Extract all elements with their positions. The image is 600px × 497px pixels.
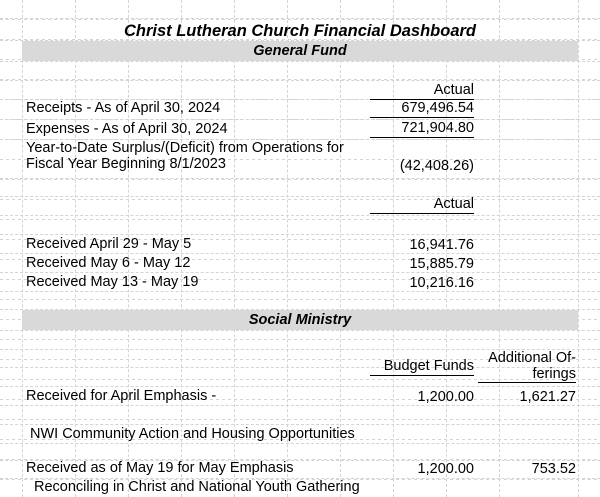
grid-column-line: [22, 0, 23, 497]
actual-header: Actual: [370, 195, 474, 214]
additional-offerings-header-line2: ferings: [478, 366, 576, 383]
grid-row-line: [0, 234, 600, 235]
grid-row-line: [0, 386, 600, 387]
may-additional-value: 753.52: [531, 461, 576, 477]
general-fund-heading: General Fund: [22, 41, 578, 61]
may-emphasis-label: Received as of May 19 for May Emphasis: [26, 460, 294, 476]
grid-row-line: [0, 272, 600, 273]
weekly-value: 10,216.16: [409, 275, 474, 291]
weekly-label: Received April 29 - May 5: [26, 236, 192, 252]
may-budget-value: 1,200.00: [417, 461, 474, 477]
grid-column-line: [578, 0, 579, 497]
additional-offerings-header-line1: Additional Of-: [488, 350, 576, 366]
weekly-label: Received May 13 - May 19: [26, 274, 199, 290]
expenses-value: 721,904.80: [370, 119, 474, 138]
grid-column-line: [340, 0, 341, 497]
grid-row-line: [0, 18, 600, 19]
grid-row-line: [0, 119, 600, 120]
grid-row-line: [0, 196, 600, 197]
grid-row-line: [0, 253, 600, 254]
april-additional-value: 1,621.27: [519, 389, 576, 405]
weekly-label: Received May 6 - May 12: [26, 255, 191, 271]
ytd-label-line1: Year-to-Date Surplus/(Deficit) from Operations for: [26, 140, 344, 156]
page-title: Christ Lutheran Church Financial Dashboard: [123, 22, 477, 40]
grid-column-line: [287, 0, 288, 497]
grid-row-line: [0, 178, 600, 179]
expenses-label: Expenses - As of April 30, 2024: [26, 121, 228, 137]
grid-column-line: [234, 0, 235, 497]
receipts-value: 679,496.54: [370, 99, 474, 118]
weekly-value: 15,885.79: [409, 256, 474, 272]
grid-row-line: [0, 80, 600, 81]
ytd-label-line2: Fiscal Year Beginning 8/1/2023: [26, 156, 226, 172]
may-organization: Reconciling in Christ and National Youth Gathering: [34, 479, 360, 495]
grid-row-line: [0, 424, 600, 425]
april-budget-value: 1,200.00: [417, 389, 474, 405]
april-organization: NWI Community Action and Housing Opportunities: [30, 426, 355, 442]
budget-funds-header: Budget Funds: [370, 357, 474, 376]
grid-row-line: [0, 291, 600, 292]
social-ministry-heading: Social Ministry: [22, 310, 578, 330]
grid-column-line: [499, 0, 500, 497]
grid-row-line: [0, 215, 600, 216]
april-emphasis-label: Received for April Emphasis -: [26, 388, 217, 404]
receipts-label: Receipts - As of April 30, 2024: [26, 100, 221, 116]
actual-header: Actual: [370, 81, 474, 100]
ytd-value: (42,408.26): [399, 158, 474, 174]
weekly-value: 16,941.76: [409, 237, 474, 253]
grid-row-line: [0, 330, 600, 331]
grid-row-line: [0, 61, 600, 62]
grid-row-line: [0, 443, 600, 444]
